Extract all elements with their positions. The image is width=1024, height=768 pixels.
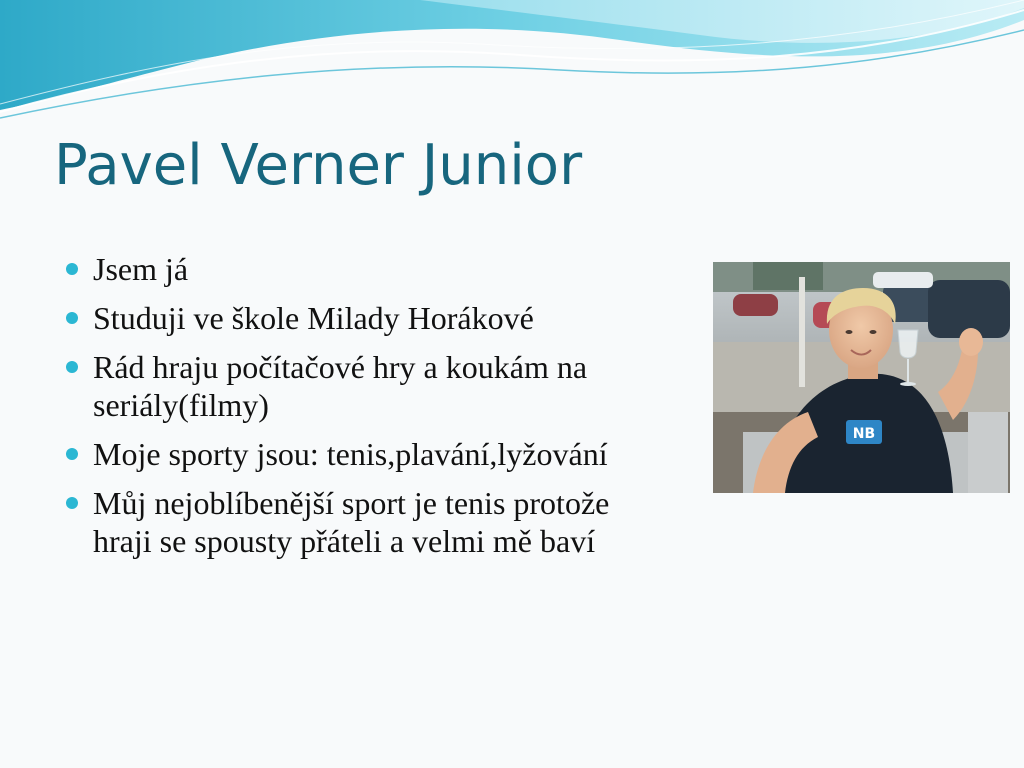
wave-header-decoration [0, 0, 1024, 130]
bullet-text: Můj nejoblíbenější sport je tenis protože hraji se spousty přáteli a velmi mě baví [93, 485, 610, 559]
bullet-list [66, 250, 666, 571]
bullet-item [66, 435, 666, 473]
bullet-text: Rád hraju počítačové hry a koukám na seriály(filmy) [93, 349, 588, 423]
bullet-text: Studuji ve škole Milady Horákové [93, 300, 534, 336]
bullet-text: Moje sporty jsou: tenis,plavání,lyžování [93, 436, 608, 472]
slide-title: Pavel Verner Junior [54, 133, 583, 198]
shirt-logo: NB [852, 426, 876, 442]
bullet-icon [66, 263, 78, 275]
bullet-item [66, 348, 666, 424]
bullet-icon [66, 312, 78, 324]
bullet-icon [66, 448, 78, 460]
bullet-text: Jsem já [93, 251, 189, 287]
bullet-item [66, 484, 666, 560]
bullet-item [66, 299, 666, 337]
bullet-item [66, 250, 666, 288]
bullet-icon [66, 497, 78, 509]
bullet-icon [66, 361, 78, 373]
portrait-photo [713, 262, 1010, 493]
